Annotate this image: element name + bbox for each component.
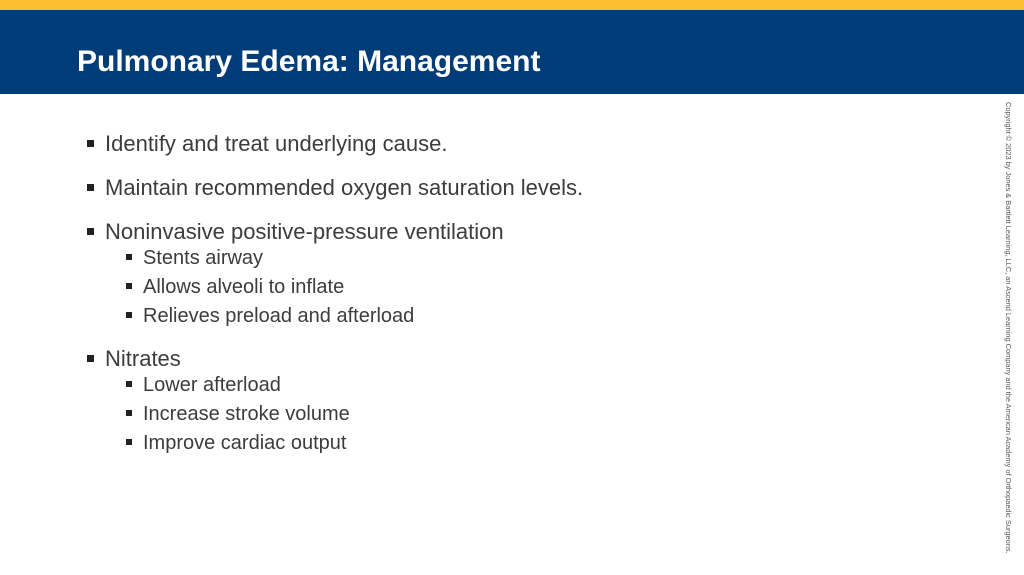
sub-bullet-text: Improve cardiac output	[143, 432, 347, 454]
bullet-text: Identify and treat underlying cause.	[105, 131, 448, 156]
slide-title: Pulmonary Edema: Management	[77, 45, 541, 78]
sub-bullet-item	[125, 273, 966, 302]
bullet-item	[86, 172, 966, 204]
square-bullet-icon	[126, 410, 132, 416]
sub-bullet-text: Lower afterload	[143, 374, 281, 396]
sub-bullet-list	[105, 244, 966, 331]
bullet-item	[86, 216, 966, 331]
square-bullet-icon	[126, 283, 132, 289]
copyright-notice: Copyright © 2023 by Jones & Bartlett Learning, LLC, an Ascend Learning Company and the American Academy of Orthopaedic Surgeons.	[1004, 102, 1013, 554]
bullet-text: Nitrates	[105, 346, 181, 371]
slide-content	[86, 128, 966, 470]
sub-bullet-item	[125, 429, 966, 458]
bullet-list	[86, 128, 966, 458]
sub-bullet-text: Stents airway	[143, 247, 264, 269]
accent-stripe	[0, 0, 1024, 10]
square-bullet-icon	[126, 312, 132, 318]
square-bullet-icon	[126, 254, 132, 260]
square-bullet-icon	[87, 228, 94, 235]
bullet-item	[86, 128, 966, 160]
sub-bullet-item	[125, 371, 966, 400]
sub-bullet-text: Relieves preload and afterload	[143, 305, 415, 327]
sub-bullet-item	[125, 400, 966, 429]
sub-bullet-text: Allows alveoli to inflate	[143, 276, 345, 298]
square-bullet-icon	[126, 381, 132, 387]
square-bullet-icon	[87, 140, 94, 147]
square-bullet-icon	[87, 184, 94, 191]
bullet-text: Noninvasive positive-pressure ventilation	[105, 219, 504, 244]
sub-bullet-item	[125, 302, 966, 331]
sub-bullet-text: Increase stroke volume	[143, 403, 350, 425]
square-bullet-icon	[126, 439, 132, 445]
bullet-text: Maintain recommended oxygen saturation levels.	[105, 175, 584, 200]
title-bar	[0, 10, 1024, 94]
bullet-item	[86, 343, 966, 458]
square-bullet-icon	[87, 355, 94, 362]
sub-bullet-item	[125, 244, 966, 273]
sub-bullet-list	[105, 371, 966, 458]
